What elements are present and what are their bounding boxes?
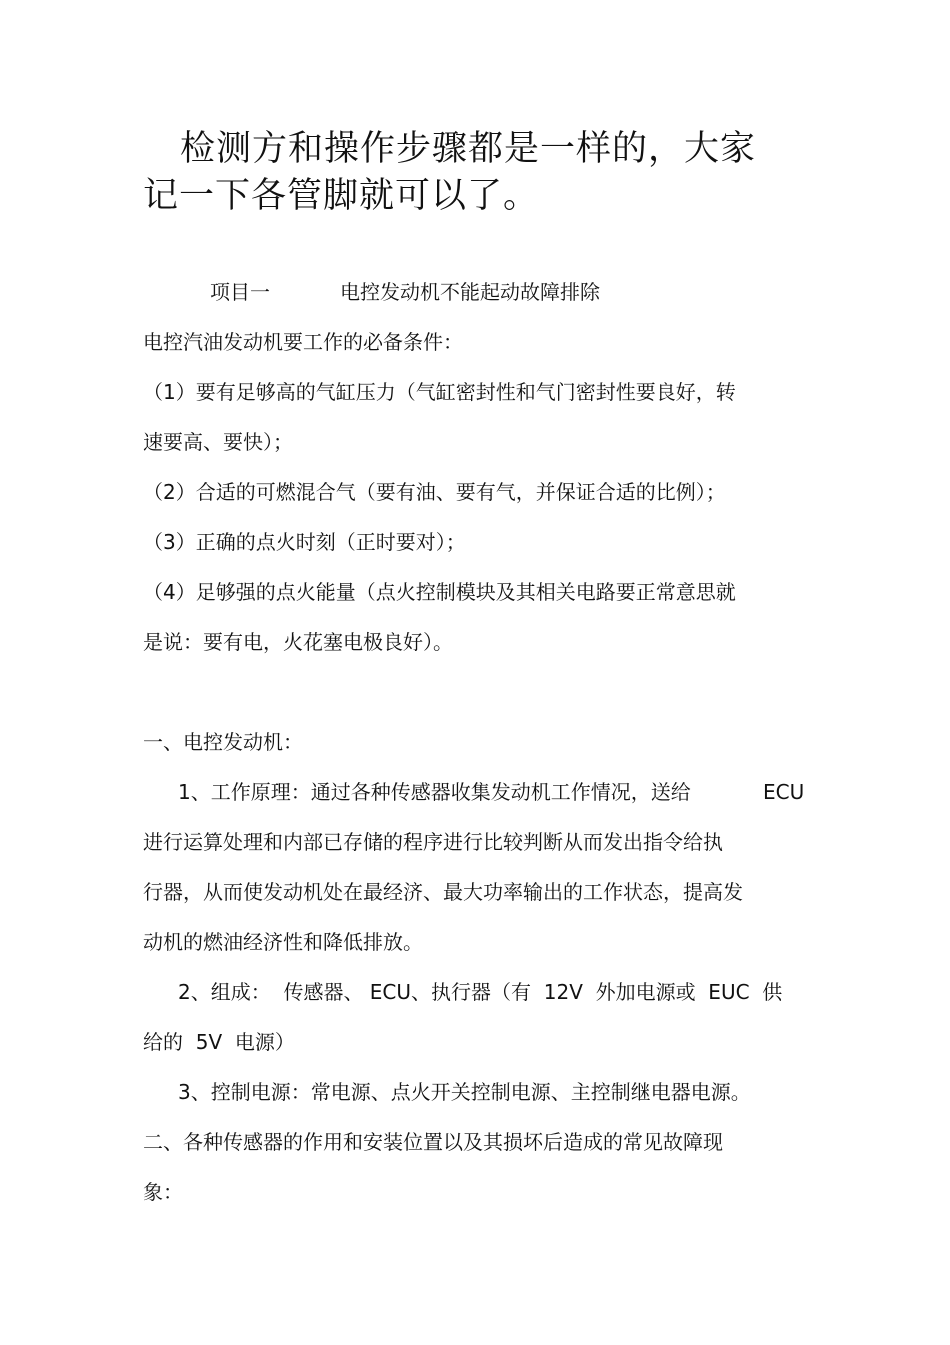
condition-3: （3）正确的点火时刻（正时要对）； [143, 530, 466, 554]
section-1-p1-ecu: ECU [763, 780, 805, 804]
section-1-p1-line-2: 进行运算处理和内部已存储的程序进行比较判断从而发出指令给执 [143, 830, 723, 854]
condition-4-line-2: 是说：要有电，火花塞电极良好）。 [143, 630, 453, 654]
condition-1-line-1: （1）要有足够高的气缸压力（气缸密封性和气门密封性要良好，转 [143, 380, 736, 404]
project-label: 项目一 [210, 280, 270, 304]
section-2-heading-line-1: 二、各种传感器的作用和安装位置以及其损坏后造成的常见故障现 [143, 1130, 723, 1154]
intro-line-2: 记一下各管脚就可以了。 [143, 176, 540, 216]
section-1-p1-line-3: 行器，从而使发动机处在最经济、最大功率输出的工作状态，提高发 [143, 880, 743, 904]
condition-2: （2）合适的可燃混合气（要有油、要有气，并保证合适的比例）； [143, 480, 726, 504]
intro-line-1: 检测方和操作步骤都是一样的，大家 [180, 129, 757, 169]
section-1-p1-line-1: 1、工作原理：通过各种传感器收集发动机工作情况，送给 [178, 780, 691, 804]
conditions-heading: 电控汽油发动机要工作的必备条件： [143, 330, 463, 354]
project-title: 电控发动机不能起动故障排除 [340, 280, 600, 304]
section-1-p2-line-1: 2、组成： 传感器、 ECU、执行器（有 12V 外加电源或 EUC 供 [178, 980, 783, 1004]
section-1-p2-line-2: 给的 5V 电源） [143, 1030, 295, 1054]
condition-4-line-1: （4）足够强的点火能量（点火控制模块及其相关电路要正常意思就 [143, 580, 736, 604]
section-2-heading-line-2: 象： [143, 1180, 183, 1204]
section-1-p3: 3、控制电源：常电源、点火开关控制电源、主控制继电器电源。 [178, 1080, 751, 1104]
condition-1-line-2: 速要高、要快）； [143, 430, 293, 454]
section-1-heading: 一、电控发动机： [143, 730, 303, 754]
section-1-p1-line-4: 动机的燃油经济性和降低排放。 [143, 930, 423, 954]
